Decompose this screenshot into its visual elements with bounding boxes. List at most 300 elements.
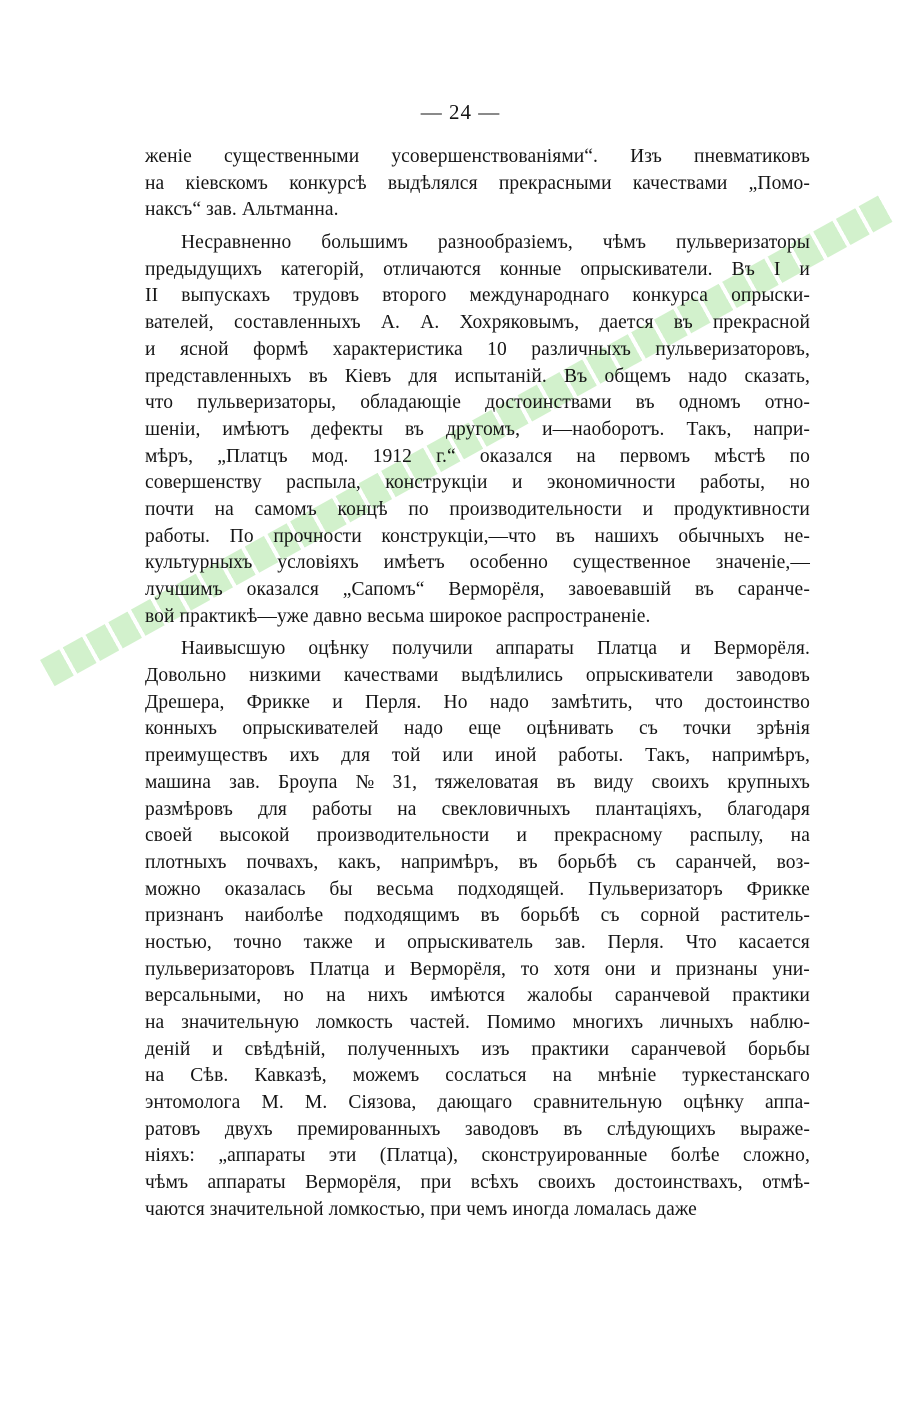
word: существенными — [223, 146, 360, 167]
word: сорной — [640, 905, 700, 927]
word: сконструированные — [481, 1145, 648, 1167]
text-line — [145, 743, 810, 770]
word: признаны — [675, 958, 758, 980]
word: надо — [403, 718, 444, 740]
word: достоинствами — [485, 392, 612, 414]
word: и — [145, 338, 156, 360]
text-line — [145, 663, 810, 690]
word: Платца — [309, 958, 370, 980]
word: обычныхъ — [678, 525, 765, 547]
word: борьбы — [747, 1038, 810, 1060]
word: производительности — [449, 498, 622, 520]
word: практики — [531, 1038, 610, 1060]
word: Пульверизаторъ — [588, 878, 723, 900]
word: имѣютъ — [222, 418, 290, 440]
word: оказалась — [224, 878, 306, 900]
word: практики — [732, 985, 810, 1007]
word: М. — [261, 1092, 284, 1114]
word: низкими — [249, 665, 322, 687]
word: точки — [683, 718, 732, 740]
text-line — [145, 1143, 810, 1170]
word: характеристика — [332, 338, 463, 360]
word: деній — [145, 1038, 191, 1060]
word: но — [283, 985, 304, 1007]
word: Несравненно — [181, 232, 292, 254]
word: конкурса — [632, 285, 709, 307]
word: первомъ — [619, 445, 691, 467]
word: надо — [489, 691, 529, 713]
word: полученныхъ — [347, 1038, 460, 1060]
word: раститель- — [720, 905, 810, 927]
word: категорій, — [280, 258, 365, 280]
word: отличаются — [383, 258, 481, 280]
word: напримѣръ, — [711, 745, 810, 767]
word: для — [408, 365, 438, 387]
word: „Платцъ — [217, 445, 288, 467]
word: многихъ — [572, 1012, 644, 1033]
word: и — [332, 691, 343, 713]
word: самомъ — [254, 498, 317, 520]
word: не- — [784, 525, 810, 547]
word: „аппараты — [218, 1145, 306, 1167]
text-line: вой практикѣ—уже давно весьма широкое распространеніе. — [145, 605, 651, 627]
word: плантаціяхъ, — [595, 798, 703, 820]
word: (Платца), — [379, 1145, 459, 1167]
word: оказался — [479, 445, 553, 467]
word: подходящимъ — [344, 905, 460, 927]
word: II — [145, 285, 159, 307]
word: мод. — [311, 445, 349, 467]
word: они — [604, 958, 636, 980]
word: для — [258, 798, 287, 820]
word: Перля. — [607, 931, 664, 953]
word: точно — [233, 931, 282, 953]
word: ратовъ — [145, 1118, 201, 1140]
word: Верморёля, — [305, 1172, 402, 1194]
word: на — [145, 1012, 165, 1033]
word: сказать, — [744, 365, 810, 387]
word: работы. — [145, 525, 211, 547]
word: распылу, — [689, 825, 764, 847]
word: благодаря — [727, 798, 810, 820]
text-line — [145, 230, 810, 257]
word: зав. — [229, 771, 260, 793]
word: всѣхъ — [470, 1172, 519, 1194]
word: размѣровъ — [145, 798, 233, 820]
word: Фрикке — [746, 878, 810, 900]
word: № — [355, 771, 375, 793]
word: имѣются — [430, 985, 505, 1007]
word: конныхъ — [145, 718, 217, 740]
word: саранчевой — [614, 985, 710, 1007]
word: эти — [328, 1145, 357, 1167]
word: выдѣлялся — [387, 172, 478, 194]
word: энтомолога — [145, 1092, 241, 1114]
text-line — [145, 337, 810, 364]
word: мнѣніе — [597, 1065, 657, 1087]
word: машина — [145, 771, 212, 793]
word: въ — [555, 525, 575, 547]
word: премированныхъ — [297, 1118, 441, 1140]
word: оказался — [246, 579, 319, 600]
word: на — [552, 1065, 572, 1087]
word: версальными, — [145, 985, 262, 1007]
word: концѣ — [337, 498, 388, 520]
text-line — [145, 1090, 810, 1117]
text-line — [145, 823, 810, 850]
word: испытаній. — [454, 365, 547, 387]
word: въ — [556, 771, 576, 793]
text-line — [145, 470, 810, 497]
word: свѣдѣній, — [244, 1038, 326, 1060]
word: виду — [593, 771, 634, 793]
word: болѣе — [670, 1145, 720, 1167]
text-line — [145, 444, 810, 471]
word: саранче- — [737, 579, 810, 600]
word: и — [374, 931, 386, 953]
text-line — [145, 690, 810, 717]
word: наиболѣе — [244, 905, 324, 927]
word: слѣдующихъ — [606, 1118, 716, 1140]
word: и — [212, 1038, 223, 1060]
text-line — [145, 524, 810, 551]
word: особенно — [469, 552, 549, 574]
word: надо — [688, 365, 728, 387]
word: на — [397, 798, 417, 820]
word: признанъ — [145, 905, 224, 927]
word: Перля. — [364, 691, 422, 713]
word: пульверизаторы, — [197, 392, 337, 414]
word: работы. — [558, 745, 624, 767]
word: женіе — [145, 146, 192, 167]
word: частей. — [409, 1012, 470, 1033]
word: значительную — [181, 1012, 300, 1033]
word: опрыскивателей — [242, 718, 379, 740]
word: завоевавшій — [568, 579, 672, 600]
text-line — [145, 770, 810, 797]
word: прекрасному — [554, 825, 663, 847]
word: качествами — [343, 665, 439, 687]
word: Въ — [564, 365, 588, 387]
word: другомъ, — [445, 418, 521, 440]
word: нихъ — [367, 985, 408, 1007]
word: опрыскиватели. — [580, 258, 713, 280]
word: и — [516, 825, 527, 847]
word: зрѣнія — [756, 718, 810, 740]
word: достоинство — [705, 691, 810, 713]
word: по — [408, 498, 429, 520]
word: замѣтить, — [551, 691, 633, 713]
word: напримѣръ, — [400, 851, 499, 873]
word: касается — [738, 931, 810, 953]
word: заводовъ — [464, 1118, 539, 1140]
word: по — [789, 445, 810, 467]
word: въ — [480, 905, 500, 927]
word: въ — [404, 418, 424, 440]
text-line: наксъ“ зав. Альтманна. — [145, 199, 339, 221]
word: плотныхъ — [145, 851, 227, 873]
word: изъ — [481, 1038, 510, 1060]
word: оцѣнку — [308, 638, 370, 660]
text-line — [145, 1063, 810, 1090]
text-line — [145, 957, 810, 984]
word: и — [799, 258, 810, 280]
word: саранчей, — [675, 851, 757, 873]
word: Довольно — [145, 665, 227, 687]
word: выпускахъ — [181, 285, 271, 307]
word: почвахъ, — [246, 851, 319, 873]
word: Верморёля. — [713, 638, 810, 660]
word: оцѣнивать — [526, 718, 614, 740]
word: на — [790, 825, 810, 847]
word: и—наоборотъ. — [542, 418, 665, 440]
word: качествами — [632, 172, 728, 194]
word: распыла, — [286, 472, 361, 494]
word: уни- — [772, 958, 810, 980]
word: совершенству — [145, 472, 262, 494]
word: Платца — [597, 638, 658, 660]
word: прекрасной — [712, 312, 810, 334]
word: зав. — [554, 931, 586, 953]
word: Что — [685, 931, 717, 953]
word: то — [520, 958, 539, 980]
text-line — [145, 903, 810, 930]
word: заводовъ — [736, 665, 810, 687]
word: Въ — [731, 258, 755, 280]
word: личныхъ — [659, 1012, 734, 1033]
word: обладающіе — [360, 392, 462, 414]
word: аппа- — [765, 1092, 810, 1114]
word: большимъ — [321, 232, 408, 254]
word: можно — [145, 878, 201, 900]
word: Помимо — [486, 1012, 556, 1033]
word: экономичности — [546, 472, 676, 494]
word: для — [341, 745, 371, 767]
word: конструкціи — [385, 472, 488, 494]
word: наблю- — [750, 1012, 810, 1033]
text-line — [145, 550, 810, 577]
word: аппараты — [495, 638, 575, 660]
word: Кіевъ — [344, 365, 392, 387]
word: сложно, — [743, 1145, 810, 1167]
word: продуктивности — [673, 498, 810, 520]
word: Хохряковымъ, — [459, 312, 580, 334]
word: мѣръ, — [145, 445, 194, 467]
word: своей — [145, 825, 193, 847]
word: нашихъ — [594, 525, 659, 547]
word: также — [303, 931, 353, 953]
word: борьбѣ — [557, 851, 618, 873]
word: бы — [329, 878, 353, 900]
word: пневматиковъ — [694, 146, 810, 167]
word: вателей, — [145, 312, 214, 334]
word: имѣетъ — [383, 552, 445, 574]
word: высокой — [219, 825, 290, 847]
word: А. — [420, 312, 440, 334]
word: какъ, — [338, 851, 381, 873]
word: I — [773, 258, 781, 280]
word: отмѣ- — [762, 1172, 810, 1194]
word: жалобы — [527, 985, 593, 1007]
word: подходящей. — [457, 878, 565, 900]
text-line — [145, 497, 810, 524]
word: опрыскиватели — [585, 665, 714, 687]
word: иной — [495, 745, 537, 767]
word: г.“ — [436, 445, 456, 467]
word: въ — [673, 312, 693, 334]
word: и — [680, 638, 691, 660]
word: на — [214, 498, 234, 520]
word: А. — [380, 312, 400, 334]
word: съ — [600, 905, 620, 927]
word: ностью, — [145, 931, 212, 953]
word: пульверизаторовъ, — [655, 338, 810, 360]
word: усовершенствованіями“. — [391, 146, 599, 167]
word: условіяхъ — [277, 552, 359, 574]
word: на — [145, 1065, 165, 1087]
word: но — [789, 472, 810, 494]
word: весьма — [376, 878, 434, 900]
text-line — [145, 930, 810, 957]
word: своихъ — [651, 771, 710, 793]
text-line — [145, 797, 810, 824]
word: борьбѣ — [520, 905, 580, 927]
word: преимуществъ — [145, 745, 268, 767]
word: различныхъ — [531, 338, 631, 360]
word: двухъ — [224, 1118, 273, 1140]
text-line: чаются значительной ломкостью, при чемъ иногда ломалась даже — [145, 1198, 697, 1220]
word: аппараты — [207, 1172, 286, 1194]
word: съ — [639, 718, 658, 740]
word: той — [391, 745, 421, 767]
word: дающаго — [437, 1092, 513, 1114]
word: еще — [468, 718, 502, 740]
word: что — [654, 691, 683, 713]
word: общемъ — [604, 365, 671, 387]
word: „Сапомъ“ — [342, 579, 425, 600]
word: на — [145, 172, 165, 194]
word: значеніе,— — [715, 552, 810, 574]
word: 31, — [392, 771, 418, 793]
text-line — [145, 577, 810, 604]
word: чѣмъ — [602, 232, 647, 254]
word: въ — [694, 579, 714, 600]
word: мѣстѣ — [714, 445, 766, 467]
word: и — [650, 958, 661, 980]
word: при — [420, 1172, 452, 1194]
word: можемъ — [352, 1065, 420, 1087]
word: По — [229, 525, 254, 547]
word: ихъ — [289, 745, 320, 767]
word: и — [511, 472, 523, 494]
word: получили — [392, 638, 473, 660]
text-line — [145, 716, 810, 743]
word: ломкость — [315, 1012, 393, 1033]
word: воз- — [776, 851, 810, 873]
word: пульверизаторовъ — [145, 958, 295, 980]
word: опрыски- — [731, 285, 810, 307]
text-line — [145, 983, 810, 1010]
word: что — [145, 392, 174, 414]
word: отно- — [764, 392, 810, 414]
word: одномъ — [678, 392, 741, 414]
word: выраже- — [740, 1118, 810, 1140]
word: Такъ, — [686, 418, 732, 440]
word: Фрикке — [246, 691, 310, 713]
word: 10 — [487, 338, 507, 360]
word: предыдущихъ — [145, 258, 262, 280]
page-number: — 24 — — [420, 100, 501, 124]
word: свекловичныхъ — [441, 798, 571, 820]
word: сослаться — [445, 1065, 527, 1087]
word: Дрешера, — [145, 691, 225, 713]
text-line — [145, 850, 810, 877]
text-line — [145, 636, 810, 663]
word: производительности — [316, 825, 490, 847]
word: и — [642, 498, 654, 520]
word: „Помо- — [748, 172, 810, 194]
text-line — [145, 257, 810, 284]
word: Наивысшую — [181, 638, 286, 660]
word: разнообразіемъ, — [437, 232, 573, 254]
word: Изъ — [630, 146, 662, 167]
word: второго — [382, 285, 447, 307]
word: крупныхъ — [727, 771, 810, 793]
word: представленныхъ — [145, 365, 292, 387]
word: шеніи, — [145, 418, 201, 440]
word: международнаго — [469, 285, 610, 307]
word: туркестанскаго — [682, 1065, 810, 1087]
word: или — [442, 745, 474, 767]
word: М. — [304, 1092, 328, 1114]
word: тяжеловатая — [435, 771, 539, 793]
word: съ — [636, 851, 656, 873]
text-line — [145, 390, 810, 417]
text-line — [145, 310, 810, 337]
word: напри- — [753, 418, 810, 440]
word: оцѣнку — [683, 1092, 745, 1114]
text-line — [145, 1010, 810, 1037]
word: Такъ, — [645, 745, 691, 767]
word: конкурсѣ — [289, 172, 367, 194]
text-line — [145, 283, 810, 310]
word: саранчевой — [631, 1038, 727, 1060]
word: работы — [312, 798, 373, 820]
word: Верморёля, — [448, 579, 545, 600]
word: составленныхъ — [233, 312, 361, 334]
word: существенное — [572, 552, 691, 574]
word: конные — [499, 258, 562, 280]
word: 1912 — [372, 445, 413, 467]
word: чѣмъ — [145, 1172, 189, 1194]
body-text — [145, 144, 810, 1224]
word: сравнительную — [533, 1092, 663, 1114]
word: выдѣлились — [461, 665, 563, 687]
word: на — [326, 985, 346, 1007]
word: почти — [145, 498, 194, 520]
word: пульверизаторы — [675, 232, 810, 254]
word: дается — [599, 312, 654, 334]
word: въ — [518, 851, 538, 873]
word: достоинствахъ, — [614, 1172, 743, 1194]
word: въ — [563, 1118, 583, 1140]
word: дефекты — [311, 418, 383, 440]
word: Сѣв. — [190, 1065, 229, 1087]
word: на — [576, 445, 596, 467]
word: ясной — [179, 338, 229, 360]
word: работы, — [700, 472, 766, 494]
text-line — [145, 171, 810, 198]
